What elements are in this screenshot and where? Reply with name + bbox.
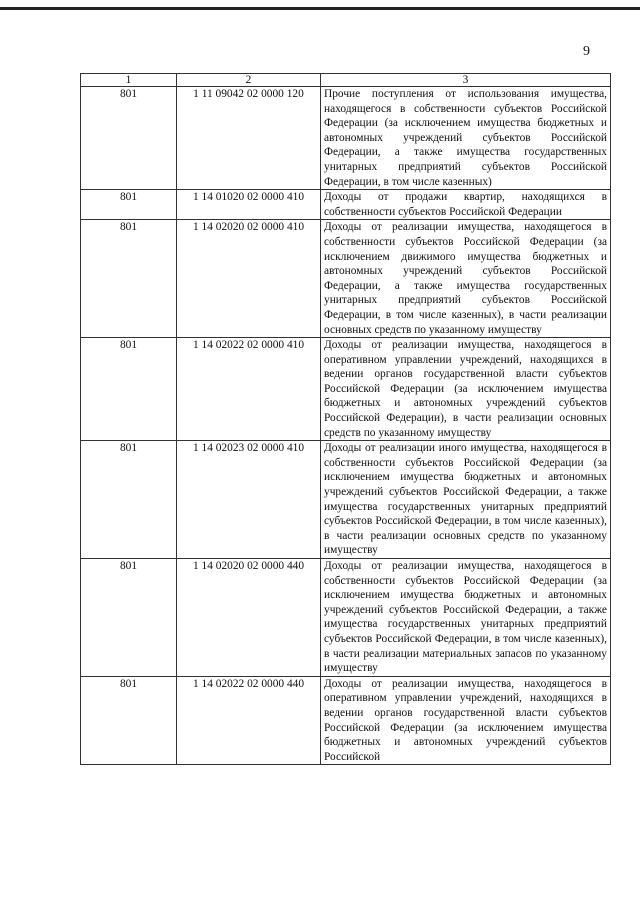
kbk-code-cell: 1 14 02023 02 0000 410: [177, 441, 321, 559]
admin-code-cell: 801: [81, 676, 177, 765]
admin-code-cell: 801: [81, 338, 177, 441]
table-row: [81, 87, 611, 190]
table-row: [81, 338, 611, 441]
kbk-code-cell: 1 11 09042 02 0000 120: [177, 87, 321, 190]
kbk-code-cell: 1 14 02022 02 0000 410: [177, 338, 321, 441]
table-row: [81, 190, 611, 220]
column-header-2: 2: [177, 74, 321, 87]
admin-code-cell: 801: [81, 190, 177, 220]
description-cell: Доходы от реализации иного имущества, находящегося в собственности субъектов Российской Федерации (за исключением имущества бюджетных и автономных учреждений субъектов Российской Федерации, а также имущества государственных унитарных предприятий субъектов Российской Федерации, в том числе казенных), в части реализации основных средств по указанному имуществу: [321, 441, 611, 559]
description-cell: Доходы от реализации имущества, находящегося в собственности субъектов Российской Федерации (за исключением движимого имущества бюджетных и автономных учреждений субъектов Российской Федерации, а также имущества государственных унитарных предприятий субъектов Российской Федерации, в том числе казенных), в части реализации основных средств по указанному имуществу: [321, 220, 611, 338]
description-cell: Доходы от реализации имущества, находящегося в оперативном управлении учреждений, находящихся в ведении органов государственной власти субъектов Российской Федерации (за исключением имущества бюджетных и автономных учреждений субъектов Российской Федерации), в части реализации основных средств по указанному имуществу: [321, 338, 611, 441]
table-row: [81, 220, 611, 338]
column-header-1: 1: [81, 74, 177, 87]
admin-code-cell: 801: [81, 559, 177, 677]
table-header-row: [81, 74, 611, 87]
description-cell: Доходы от реализации имущества, находящегося в собственности субъектов Российской Федерации (за исключением имущества бюджетных и автономных учреждений субъектов Российской Федерации, а также имущества государственных унитарных предприятий субъектов Российской Федерации, в том числе казенных), в части реализации материальных запасов по указанному имуществу: [321, 559, 611, 677]
page-number: 9: [583, 44, 590, 59]
admin-code-cell: 801: [81, 87, 177, 190]
description-cell: Прочие поступления от использования имущества, находящегося в собственности субъектов Российской Федерации (за исключением имущества бюджетных и автономных учреждений субъектов Российской Федерации, а также имущества государственных унитарных предприятий субъектов Российской Федерации, в том числе казенных): [321, 87, 611, 190]
column-header-3: 3: [321, 74, 611, 87]
table-row: [81, 676, 611, 765]
admin-code-cell: 801: [81, 220, 177, 338]
revenue-codes-table: [80, 73, 611, 765]
kbk-code-cell: 1 14 02022 02 0000 440: [177, 676, 321, 765]
description-cell: Доходы от реализации имущества, находящегося в оперативном управлении учреждений, находящихся в ведении органов государственной власти субъектов Российской Федерации (за исключением имущества бюджетных и автономных учреждений субъектов Российской: [321, 676, 611, 765]
table-row: [81, 441, 611, 559]
admin-code-cell: 801: [81, 441, 177, 559]
kbk-code-cell: 1 14 02020 02 0000 440: [177, 559, 321, 677]
kbk-code-cell: 1 14 01020 02 0000 410: [177, 190, 321, 220]
description-cell: Доходы от продажи квартир, находящихся в собственности субъектов Российской Федерации: [321, 190, 611, 220]
table-row: [81, 559, 611, 677]
scan-top-edge: [0, 7, 640, 10]
kbk-code-cell: 1 14 02020 02 0000 410: [177, 220, 321, 338]
